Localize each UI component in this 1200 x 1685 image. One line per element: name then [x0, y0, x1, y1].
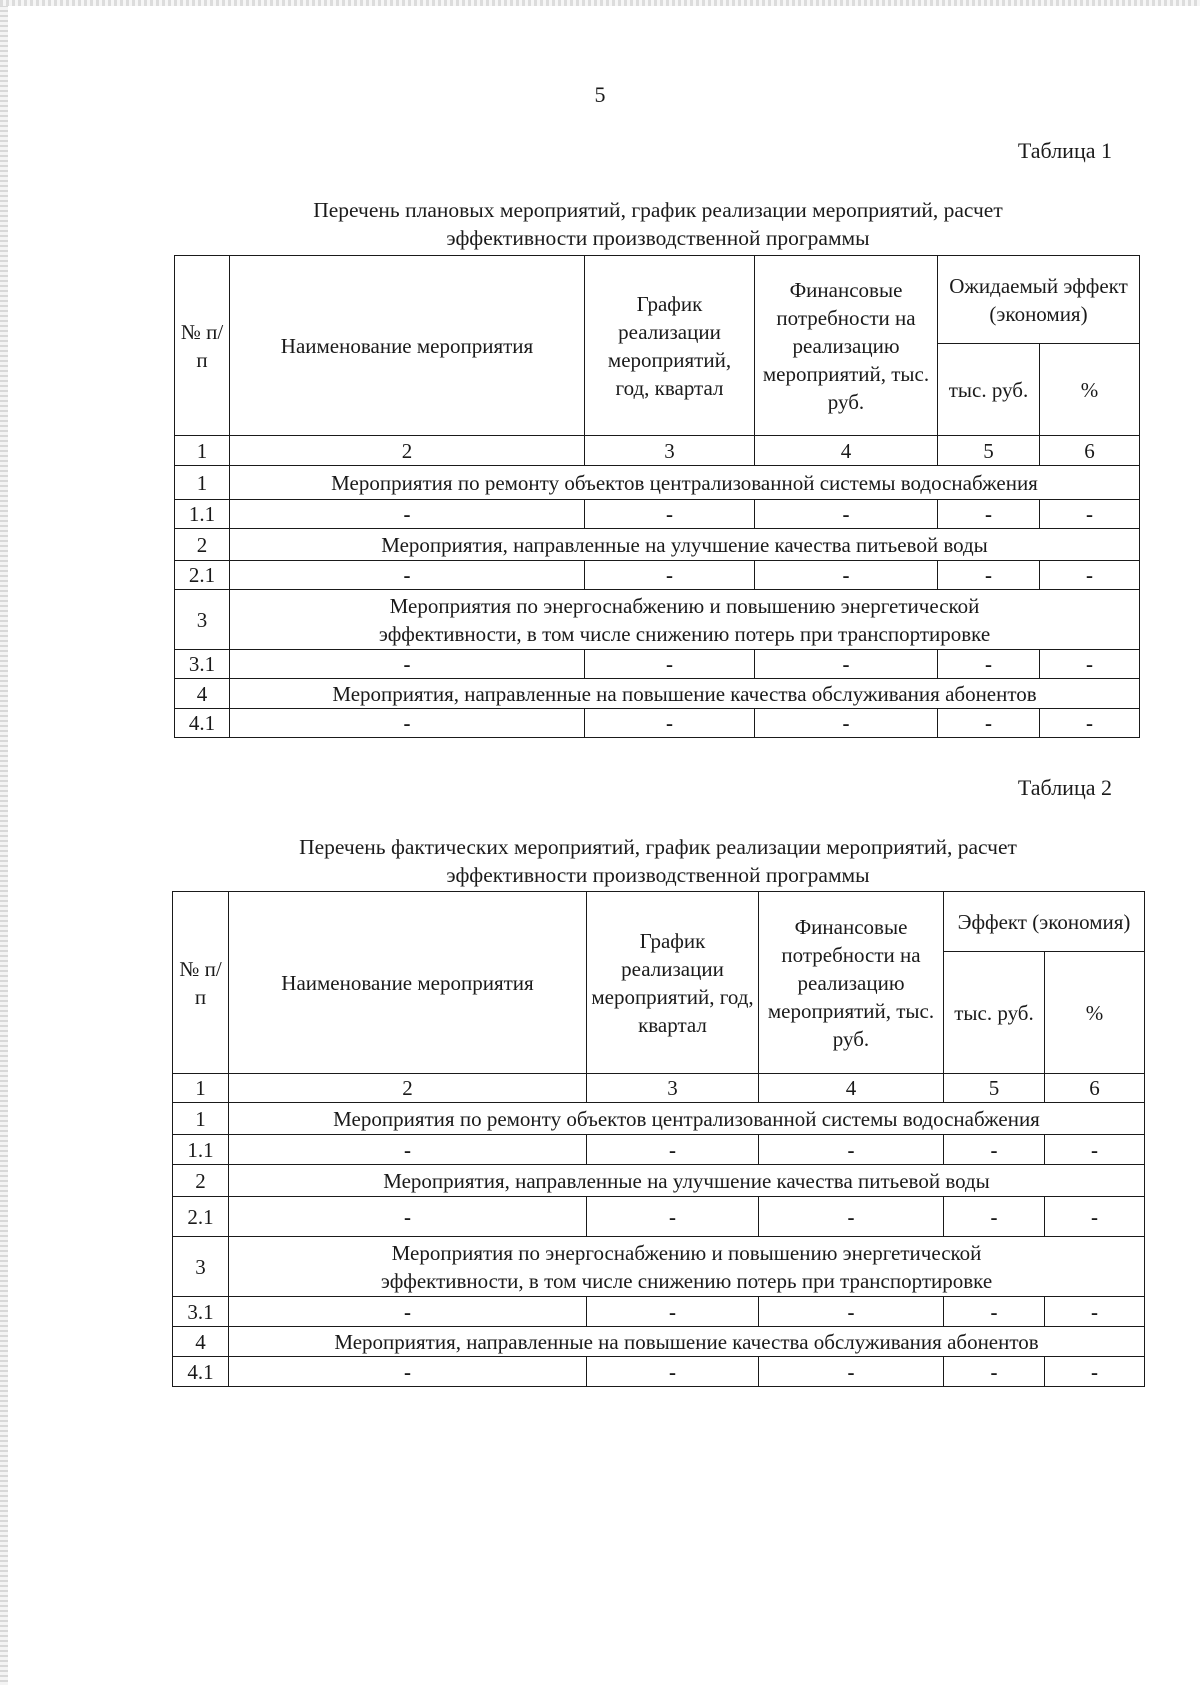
section-title-line1: Мероприятия по энергоснабжению и повышению энергетической — [391, 1240, 982, 1265]
item-percent: - — [1040, 650, 1140, 679]
table1-index-row — [175, 436, 1140, 466]
item-schedule: - — [585, 500, 755, 529]
table1-title — [172, 196, 1144, 252]
table2-title — [172, 833, 1144, 889]
section-title: Мероприятия, направленные на повышение качества обслуживания абонентов — [230, 679, 1140, 709]
item-name: - — [229, 1357, 587, 1387]
table1-header-effect: Ожидаемый эффект (экономия) — [938, 256, 1140, 344]
section-num: 3 — [173, 1237, 229, 1297]
section-num: 1 — [175, 466, 230, 500]
item-percent: - — [1040, 709, 1140, 738]
table1-header-name: Наименование мероприятия — [230, 256, 585, 436]
table1-header-thous-rub: тыс. руб. — [938, 344, 1040, 436]
item-num: 4.1 — [175, 709, 230, 738]
item-finance: - — [759, 1197, 944, 1237]
table2-section-row — [173, 1327, 1145, 1357]
table1-item-row — [175, 650, 1140, 679]
index-cell: 1 — [175, 436, 230, 466]
index-cell: 2 — [230, 436, 585, 466]
table2-item-row — [173, 1197, 1145, 1237]
item-percent: - — [1045, 1297, 1145, 1327]
index-cell: 1 — [173, 1074, 229, 1103]
table1-title-line1: Перечень плановых мероприятий, график реализации мероприятий, расчет — [313, 198, 1003, 222]
table2-header-finance: Финансовые потребности на реализацию мероприятий, тыс. руб. — [759, 892, 944, 1074]
table2-header-schedule: График реализации мероприятий, год, квартал — [587, 892, 759, 1074]
table2-index-row — [173, 1074, 1145, 1103]
section-num: 4 — [175, 679, 230, 709]
scan-left-edge — [0, 0, 8, 1685]
table2-section-row — [173, 1103, 1145, 1135]
section-num: 4 — [173, 1327, 229, 1357]
table2-label: Таблица 2 — [1017, 775, 1112, 800]
item-thous-rub: - — [944, 1357, 1045, 1387]
section-title: Мероприятия, направленные на улучшение качества питьевой воды — [229, 1165, 1145, 1197]
item-thous-rub: - — [938, 561, 1040, 590]
section-title: Мероприятия, направленные на повышение качества обслуживания абонентов — [229, 1327, 1145, 1357]
section-title-line2: эффективности, в том числе снижению потерь при транспортировке — [380, 1268, 993, 1293]
item-num: 2.1 — [173, 1197, 229, 1237]
item-finance: - — [755, 561, 938, 590]
item-schedule: - — [585, 561, 755, 590]
item-thous-rub: - — [938, 709, 1040, 738]
item-finance: - — [755, 500, 938, 529]
table2-header-num: № п/ п — [173, 892, 229, 1074]
item-name: - — [229, 1135, 587, 1165]
index-cell: 3 — [587, 1074, 759, 1103]
table1-header-num: № п/ п — [175, 256, 230, 436]
table2-header-effect: Эффект (экономия) — [944, 892, 1145, 952]
item-schedule: - — [587, 1357, 759, 1387]
index-cell: 3 — [585, 436, 755, 466]
item-finance: - — [755, 650, 938, 679]
table1-label: Таблица 1 — [1017, 138, 1112, 163]
section-title-line2: эффективности, в том числе снижению потерь при транспортировке — [378, 621, 991, 646]
table1-section-row — [175, 466, 1140, 500]
item-thous-rub: - — [938, 650, 1040, 679]
item-num: 2.1 — [175, 561, 230, 590]
table2-item-row — [173, 1135, 1145, 1165]
item-num: 3.1 — [175, 650, 230, 679]
table1-section-row — [175, 679, 1140, 709]
table1-header-percent: % — [1040, 344, 1140, 436]
table1-item-row — [175, 500, 1140, 529]
index-cell: 5 — [944, 1074, 1045, 1103]
table1-section-row — [175, 529, 1140, 561]
table1-header-schedule: График реализации мероприятий, год, квартал — [585, 256, 755, 436]
item-finance: - — [759, 1357, 944, 1387]
item-thous-rub: - — [944, 1197, 1045, 1237]
item-finance: - — [755, 709, 938, 738]
section-num: 2 — [173, 1165, 229, 1197]
item-finance: - — [759, 1297, 944, 1327]
table2-section-row — [173, 1165, 1145, 1197]
table1-header-finance: Финансовые потребности на реализацию мероприятий, тыс. руб. — [755, 256, 938, 436]
item-name: - — [229, 1297, 587, 1327]
item-num: 1.1 — [175, 500, 230, 529]
page-number: 5 — [594, 82, 606, 107]
item-name: - — [230, 561, 585, 590]
item-percent: - — [1045, 1357, 1145, 1387]
item-name: - — [230, 650, 585, 679]
item-num: 3.1 — [173, 1297, 229, 1327]
table2-item-row — [173, 1357, 1145, 1387]
index-cell: 6 — [1045, 1074, 1145, 1103]
table2-item-row — [173, 1297, 1145, 1327]
table2-title-line1: Перечень фактических мероприятий, график реализации мероприятий, расчет — [299, 835, 1017, 859]
index-cell: 5 — [938, 436, 1040, 466]
index-cell: 4 — [759, 1074, 944, 1103]
index-cell: 4 — [755, 436, 938, 466]
item-num: 4.1 — [173, 1357, 229, 1387]
table2-header-name: Наименование мероприятия — [229, 892, 587, 1074]
item-name: - — [230, 709, 585, 738]
item-name: - — [229, 1197, 587, 1237]
section-num: 2 — [175, 529, 230, 561]
table2-header-percent: % — [1045, 952, 1145, 1074]
section-title — [230, 590, 1140, 650]
item-schedule: - — [585, 650, 755, 679]
table2 — [172, 891, 1145, 1387]
table2-header-thous-rub: тыс. руб. — [944, 952, 1045, 1074]
item-percent: - — [1040, 500, 1140, 529]
item-schedule: - — [587, 1297, 759, 1327]
section-num: 1 — [173, 1103, 229, 1135]
item-percent: - — [1040, 561, 1140, 590]
item-name: - — [230, 500, 585, 529]
section-title: Мероприятия, направленные на улучшение качества питьевой воды — [230, 529, 1140, 561]
item-percent: - — [1045, 1197, 1145, 1237]
item-percent: - — [1045, 1135, 1145, 1165]
table1-title-line2: эффективности производственной программы — [446, 226, 870, 250]
table2-title-line2: эффективности производственной программы — [446, 863, 870, 887]
table1 — [174, 255, 1140, 738]
index-cell: 6 — [1040, 436, 1140, 466]
item-thous-rub: - — [944, 1297, 1045, 1327]
index-cell: 2 — [229, 1074, 587, 1103]
section-title: Мероприятия по ремонту объектов централизованной системы водоснабжения — [230, 466, 1140, 500]
table1-section-row — [175, 590, 1140, 650]
section-title: Мероприятия по ремонту объектов централизованной системы водоснабжения — [229, 1103, 1145, 1135]
item-schedule: - — [585, 709, 755, 738]
item-num: 1.1 — [173, 1135, 229, 1165]
item-thous-rub: - — [944, 1135, 1045, 1165]
table1-item-row — [175, 561, 1140, 590]
section-num: 3 — [175, 590, 230, 650]
table2-section-row — [173, 1237, 1145, 1297]
section-title-line1: Мероприятия по энергоснабжению и повышению энергетической — [389, 593, 980, 618]
section-title — [229, 1237, 1145, 1297]
item-finance: - — [759, 1135, 944, 1165]
item-schedule: - — [587, 1135, 759, 1165]
item-schedule: - — [587, 1197, 759, 1237]
scan-top-edge — [0, 0, 1200, 6]
table1-item-row — [175, 709, 1140, 738]
item-thous-rub: - — [938, 500, 1040, 529]
